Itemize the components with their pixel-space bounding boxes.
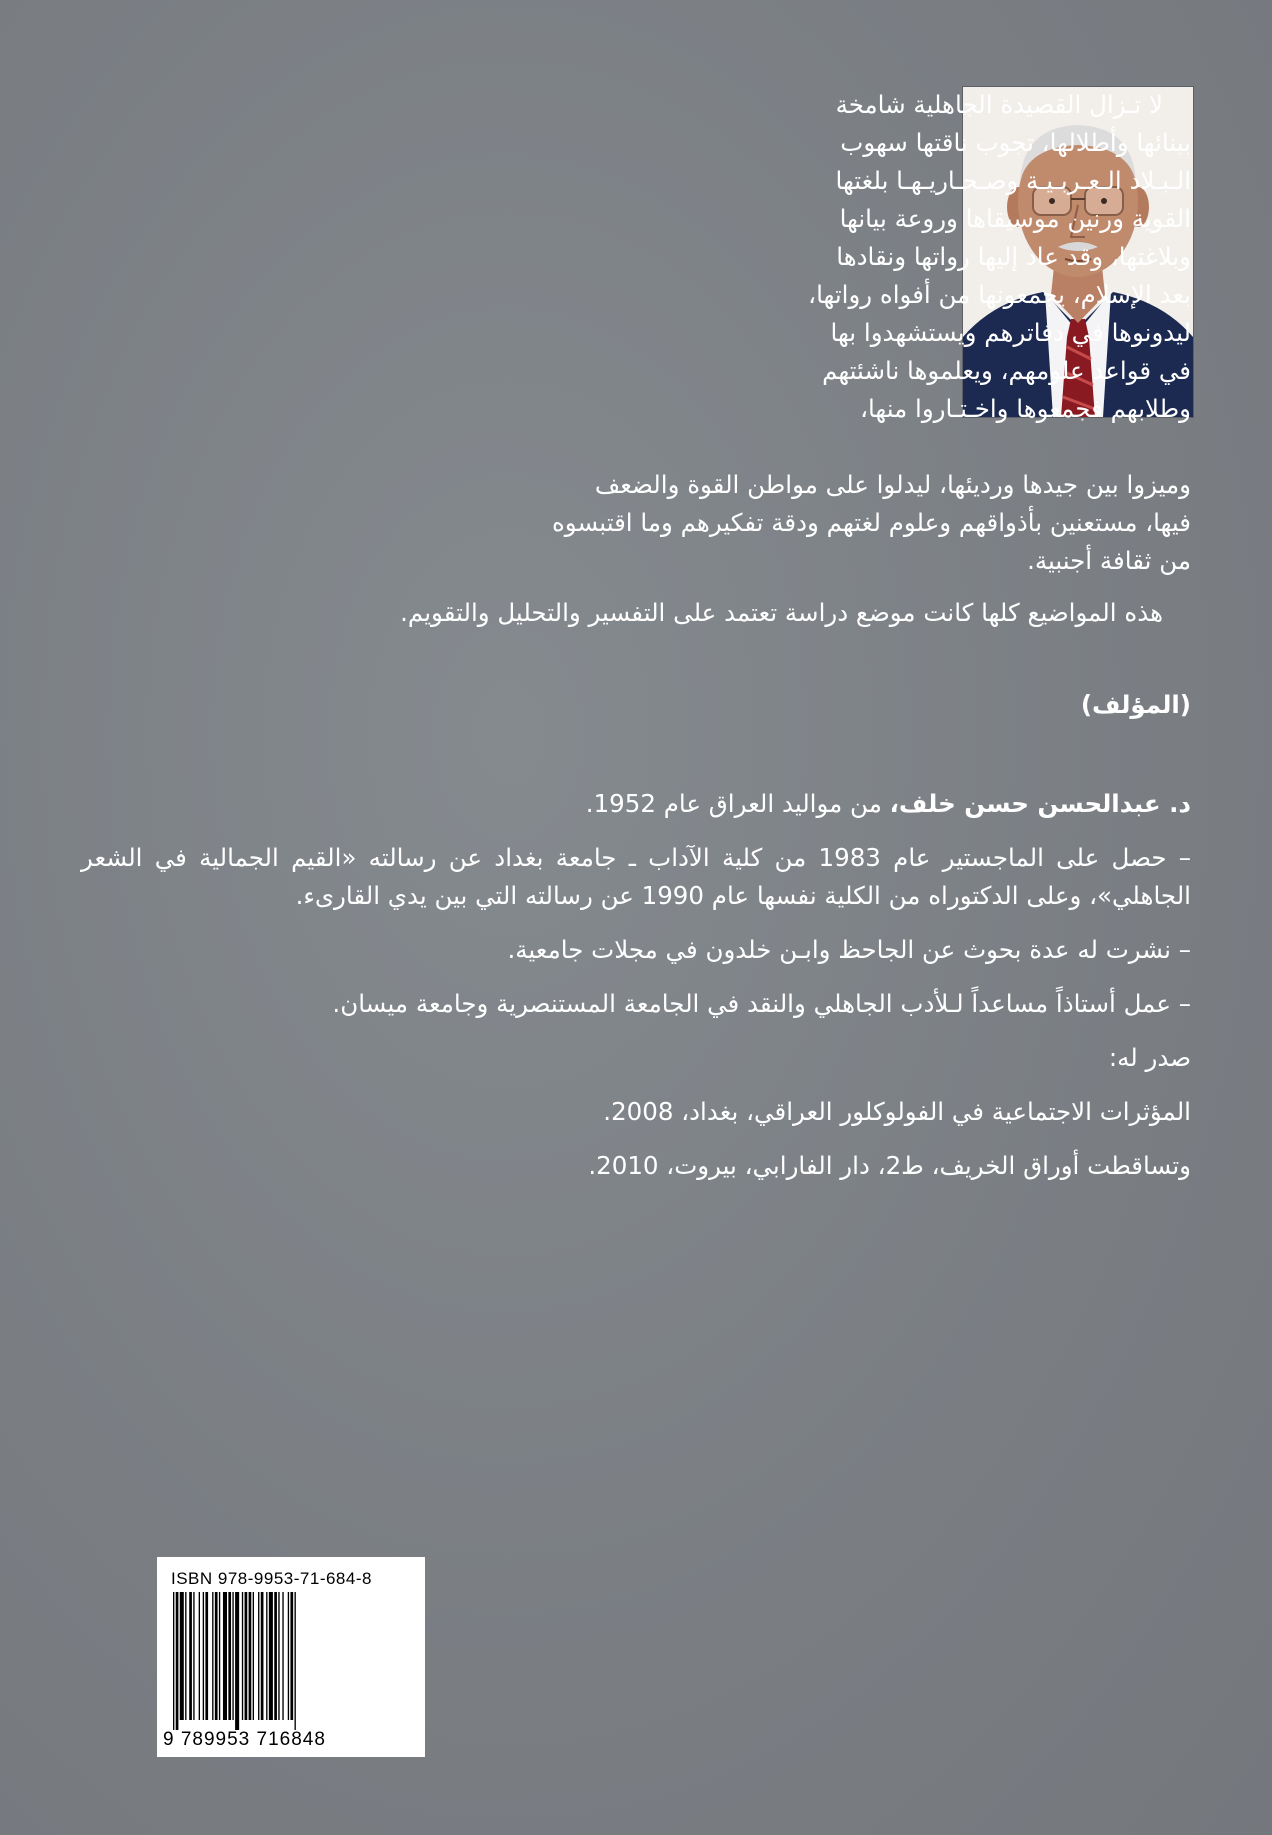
barcode-bar	[261, 1592, 264, 1720]
barcode-bar	[189, 1592, 192, 1720]
barcode-bar	[232, 1592, 233, 1720]
barcode-bar	[249, 1592, 252, 1720]
barcode-bar	[199, 1592, 200, 1720]
barcode-bar	[205, 1592, 208, 1720]
intro-line: وميزوا بين جيدها ورديئها، ليدلوا على مواطن القوة والضعف	[594, 470, 1191, 499]
barcode-bar	[203, 1592, 204, 1720]
bio-intro	[81, 785, 1191, 823]
barcode-bars	[171, 1592, 411, 1730]
author-birth: من مواليد العراق عام 1952.	[585, 789, 890, 818]
publication-item: وتساقطت أوراق الخريف، ط2، دار الفارابي، بيروت، 2010.	[588, 1151, 1191, 1180]
isbn-number: ISBN 978-9953-71-684-8	[171, 1569, 372, 1588]
barcode-bar	[215, 1592, 218, 1720]
bio-item: – عمل أستاذاً مساعداً لـلأدب الجاهلي والنقد في الجامعة المستنصرية وجامعة ميسان.	[332, 989, 1191, 1018]
barcode-bar	[242, 1592, 243, 1720]
barcode-bar	[266, 1592, 267, 1720]
barcode-bar	[278, 1592, 279, 1720]
barcode-bar	[185, 1592, 186, 1720]
intro-line: بعد الإسلام، يجمعونها من أفواه رواتها،	[808, 280, 1191, 309]
barcode-bar	[282, 1592, 283, 1720]
bio-item: – حصل على الماجستير عام 1983 من كلية الآداب ـ جامعة بغداد عن رسالته «القيم الجمالية في الشعر الجاهلي»، وعلى الدكتوراه من الكلية نفسها عام 1990 عن رسالته التي بين يدي القارىء.	[81, 843, 1191, 910]
publication-item: المؤثرات الاجتماعية في الفولوكلور العراقي، بغداد، 2008.	[603, 1097, 1191, 1126]
author-signature: (المؤلف)	[1080, 690, 1191, 719]
intro-line: القوية ورنين موسيقاها وروعة بيانها	[839, 204, 1191, 233]
barcode-bar	[288, 1592, 289, 1720]
barcode-bar	[295, 1592, 296, 1730]
intro-line: ليدونوها في دفاترهم ويستشهدوا بها	[830, 318, 1191, 347]
author-bio	[81, 785, 1191, 1201]
barcode-bar	[180, 1592, 184, 1720]
barcode-bar	[228, 1592, 231, 1720]
barcode-bar	[193, 1592, 194, 1720]
intro-line: وطلابهم فجمعوها واخـتـاروا منها،	[860, 394, 1191, 423]
isbn-barcode	[157, 1557, 425, 1757]
barcode-bar	[269, 1592, 273, 1720]
intro-paragraph-bottom	[81, 466, 1191, 646]
intro-line: وبلاغتها، وقد عاد إليها رواتها ونقادها	[836, 242, 1191, 271]
intro-line: فيها، مستعنين بأذواقهم وعلوم لغتهم ودقة تفكيرهم وما اقتبسوه	[551, 508, 1191, 537]
barcode-bar	[235, 1592, 239, 1730]
intro-second-paragraph: هذه المواضيع كلها كانت موضع دراسة تعتمد على التفسير والتحليل والتقويم.	[400, 598, 1163, 627]
intro-paragraph-top	[766, 86, 1191, 428]
barcode-bar	[245, 1592, 248, 1720]
intro-line: من ثقافة أجنبية.	[1027, 546, 1191, 575]
barcode-bar	[212, 1592, 213, 1720]
intro-line: في قواعد علومهم، ويعلموها ناشئتهم	[822, 356, 1191, 385]
barcode-bar	[258, 1592, 259, 1720]
intro-line: لا تـزال القصيدة الجاهلية شامخة	[835, 90, 1163, 119]
barcode-bar	[219, 1592, 220, 1720]
barcode-bar	[274, 1592, 277, 1720]
barcode-bar	[173, 1592, 174, 1730]
intro-line: الـبـلاد الـعـربـيـة وصـحـاريـهـا بلغتها	[835, 166, 1191, 195]
barcode-bar	[176, 1592, 179, 1730]
bio-item: – نشرت له عدة بحوث عن الجاحظ وابـن خلدون في مجلات جامعية.	[507, 935, 1191, 964]
published-label: صدر له:	[1108, 1043, 1191, 1072]
intro-line: ببنائها وأطلالها، تجوب ناقتها سهوب	[840, 128, 1191, 157]
barcode-digits: 9 789953 716848	[163, 1729, 326, 1750]
barcode-bar	[223, 1592, 227, 1720]
author-name: د. عبدالحسن حسن خلف،	[889, 789, 1191, 818]
barcode-bar	[253, 1592, 254, 1720]
barcode-bar	[290, 1592, 293, 1720]
